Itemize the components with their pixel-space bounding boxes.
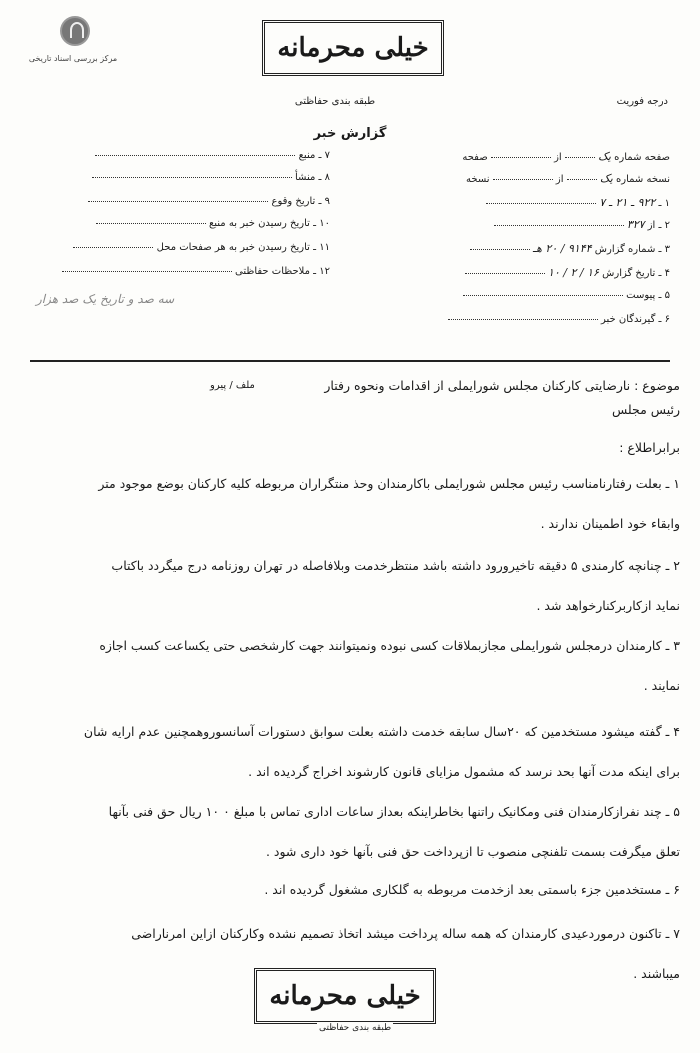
header-divider [30, 360, 670, 362]
field-source: ۷ ـ منبع [30, 150, 330, 161]
subject-line-2: رئیس مجلس [611, 402, 680, 417]
field-copy-number: نسخه شماره یک از نسخه [466, 172, 670, 185]
intro-text: برابراطلاع : [619, 440, 680, 455]
archive-emblem-icon [60, 16, 90, 46]
field-local-receipt-date: ۱۱ ـ تاریخ رسیدن خبر به هر صفحات محل [30, 242, 330, 253]
paragraph-3: ۳ ـ کارمندان درمجلس شورایملی مجازبملاقات کسی نبوده ونمیتوانند جهت کارشخصی حتی یکساعت کسب اجازه نمایند . [99, 638, 680, 693]
paragraph-6: ۶ ـ مستخدمین جزء باسمتی بعد ازخدمت مربوطه به گلکاری مشغول گردیده اند . [264, 882, 680, 897]
archive-logo [8, 10, 138, 70]
paragraph-5: ۵ ـ چند نفرازکارمندان فنی ومکانیک راتنها بخاطراینکه بعداز ساعات اداری تماس با مبلغ ۰ ۱۰ ریال حق فنی بآنها تعلق میگرفت بسمت تلفنچی منصوب تا ازپرداخت حق فنی بآنها خود داری شود . [108, 804, 680, 859]
faded-scribble: سه صد و تاریخ یک صد هزار [36, 292, 175, 306]
paragraph-1: ۱ ـ بعلت رفتارنامناسب رئیس مجلس شورایملی باکارمندان وحذ منتگراران مربوطه کلیه کارکنان بوضع موجود متر وابقاء خود اطمینان ندارند . [98, 476, 680, 531]
stamp-bottom-text: خیلی محرمانه [269, 981, 421, 1011]
field-report-number: ۳ ـ شماره گزارش ۹۱۴۴ / ۲۰ هـ [470, 242, 670, 255]
paragraph-4: ۴ ـ گفته میشود مستخدمین که ۲۰سال سابقه خدمت داشته بعلت سوابق دستورات آسانسوروهمچنین عدم ارایه شان برای اینکه مدت آنها بحد نرسد که مشمول مزایای قانون کارشوند اخراج گردیده اند . [83, 724, 680, 779]
field-attachment: ۵ ـ پیوست [463, 290, 670, 301]
priority-label: درجه فوریت [616, 96, 668, 107]
field-security-notes: ۱۲ ـ ملاحظات حفاظتی [30, 266, 330, 277]
paragraph-2: ۲ ـ چنانچه کارمندی ۵ دقیقه تاخیرورود داشته باشد منتظرخدمت وبلافاصله در تهران روزنامه درج میگردد باکتاب نماید ازکاربرکنارخواهد شد . [111, 558, 680, 613]
field-report-date: ۴ ـ تاریخ گزارش ۱۶ / ۲ / ۱۰ [465, 266, 670, 279]
logo-org-name: مرکز بررسی اسناد تاریخی [28, 54, 118, 63]
field-occurrence-date: ۹ ـ تاریخ وقوع [30, 196, 330, 207]
stamp-bottom-under: طبقه بندی حفاظتی [319, 1023, 392, 1033]
report-title: گزارش خبر [313, 126, 387, 141]
subject-line: موضوع : نارضایتی کارکنان مجلس شورایملی از اقدامات ونحوه رفتار [324, 378, 680, 393]
field-recipients: ۶ ـ گیرندگان خبر [448, 314, 670, 325]
classification-stamp-bottom [254, 968, 436, 1033]
classification-label: طبقه بندی حفاظتی [294, 96, 376, 107]
classification-stamp-top [262, 20, 444, 76]
field-source-receipt-date: ۱۰ ـ تاریخ رسیدن خبر به منبع [30, 218, 330, 229]
field-origin: ۸ ـ منشأ [30, 172, 330, 183]
stamp-top-text: خیلی محرمانه [277, 33, 429, 63]
field-2: ۲ ـ از ۳۲۷ [494, 218, 670, 231]
subject-ref: ملف / پیرو [210, 380, 255, 391]
field-page-number: صفحه شماره یک از صفحه [462, 150, 670, 163]
paragraph-7: ۷ ـ تاکنون درموردعیدی کارمندان که همه ساله پرداخت میشد اتخاذ تصمیم نشده وکارکنان ازاین امرناراضی میباشند . [131, 926, 680, 981]
field-1: ۱ ـ ۹۲۲ ـ ۲۱ ـ ۷ [486, 196, 670, 209]
